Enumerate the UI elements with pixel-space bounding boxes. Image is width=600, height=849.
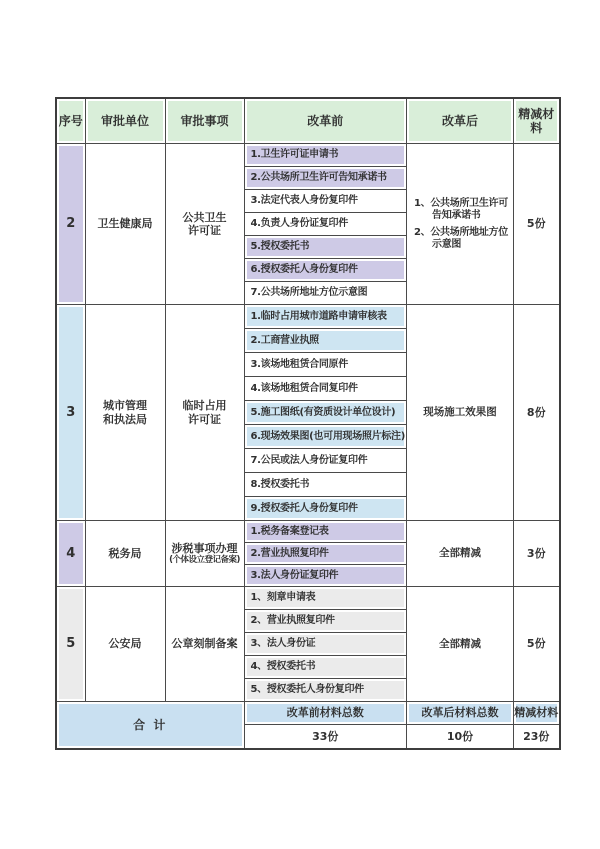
unit-cell	[85, 144, 165, 305]
after-item: 2、公共场所地址方位示意图	[414, 226, 508, 250]
matter-line: 公章刻制备案	[171, 637, 238, 651]
after-item: 1、公共场所卫生许可告知承诺书	[414, 197, 508, 221]
matter-line: 公共卫生	[182, 210, 227, 224]
after-cell	[407, 144, 514, 305]
before-item	[244, 236, 407, 259]
before-item	[244, 167, 407, 190]
matter-line: 许可证	[188, 224, 221, 237]
footer-after-label: 改革后材料总数	[407, 702, 514, 725]
reform-table	[55, 97, 561, 750]
header-matter: 审批事项	[165, 98, 244, 144]
header-before: 改革前	[244, 98, 407, 144]
before-item	[244, 425, 407, 449]
before-item-text: 1.卫生许可证申请书	[250, 149, 339, 160]
seq-cell: 2	[56, 144, 85, 305]
unit-cell	[85, 521, 165, 587]
before-item-text: 8.授权委托书	[250, 478, 310, 490]
before-item-text: 2.营业执照复印件	[250, 547, 329, 559]
before-item	[244, 377, 407, 401]
footer-reduced-label: 精减材料	[514, 702, 560, 725]
header-seq: 序号	[56, 98, 85, 144]
table-row	[56, 305, 560, 329]
matter-line: 涉税事项办理	[171, 541, 238, 555]
matter-subline: (个体设立登记备案)	[169, 555, 240, 565]
header-unit: 审批单位	[85, 98, 165, 144]
before-item	[244, 213, 407, 236]
before-item	[244, 679, 407, 702]
after-cell: 全部精减	[407, 521, 514, 587]
unit-line: 城市管理	[103, 399, 147, 413]
footer-before-value: 33份	[244, 725, 407, 749]
document-page	[55, 97, 561, 750]
before-item	[244, 144, 407, 167]
before-item	[244, 610, 407, 633]
before-item-text: 3、法人身份证	[250, 638, 316, 649]
before-item	[244, 587, 407, 610]
after-cell: 现场施工效果图	[407, 305, 514, 521]
footer-after-value: 10份	[407, 725, 514, 749]
before-item-text: 1、刻章申请表	[250, 592, 316, 603]
matter-cell	[165, 305, 244, 521]
before-item-text: 1.税务备案登记表	[250, 525, 329, 537]
reduced-cell: 5份	[514, 587, 560, 702]
seq-cell: 3	[56, 305, 85, 521]
before-item	[244, 401, 407, 425]
unit-cell	[85, 587, 165, 702]
reduced-cell: 8份	[514, 305, 560, 521]
before-item-text: 2、营业执照复印件	[250, 615, 335, 626]
unit-line: 卫生健康局	[97, 217, 153, 231]
before-item-text: 4.该场地租赁合同复印件	[250, 382, 358, 394]
before-item-text: 6.授权委托人身份复印件	[250, 264, 358, 275]
before-item	[244, 449, 407, 473]
unit-cell	[85, 305, 165, 521]
unit-line: 和执法局	[103, 412, 147, 426]
before-item	[244, 305, 407, 329]
reduced-cell: 5份	[514, 144, 560, 305]
before-item	[244, 656, 407, 679]
before-item-text: 7.公共场所地址方位示意图	[250, 287, 368, 298]
before-item-text: 7.公民或法人身份证复印件	[250, 454, 368, 466]
before-item	[244, 473, 407, 497]
before-item-text: 2.工商营业执照	[250, 334, 319, 346]
header-after: 改革后	[407, 98, 514, 144]
before-item-text: 6.现场效果图(也可用现场照片标注)	[250, 430, 405, 442]
before-item-text: 5、授权委托人身份复印件	[250, 684, 364, 695]
unit-line: 税务局	[108, 546, 142, 560]
footer-label-row	[56, 702, 560, 725]
table-row	[56, 587, 560, 610]
after-cell: 全部精减	[407, 587, 514, 702]
unit-line: 公安局	[108, 637, 142, 651]
before-item-text: 1.临时占用城市道路申请审核表	[250, 310, 387, 322]
reduced-cell: 3份	[514, 521, 560, 587]
before-item	[244, 190, 407, 213]
footer-before-label: 改革前材料总数	[244, 702, 407, 725]
before-item	[244, 329, 407, 353]
before-item	[244, 521, 407, 543]
before-item-text: 4、授权委托书	[250, 661, 316, 672]
seq-cell: 4	[56, 521, 85, 587]
before-item-text: 5.施工图纸(有资质设计单位设计)	[250, 406, 396, 418]
before-item-text: 3.法人身份证复印件	[250, 569, 339, 581]
header-reduced: 精减材料	[514, 98, 560, 144]
matter-line: 临时占用	[182, 399, 227, 413]
matter-cell	[165, 521, 244, 587]
before-item	[244, 282, 407, 305]
before-item	[244, 633, 407, 656]
before-item	[244, 497, 407, 521]
before-item-text: 4.负责人身份证复印件	[250, 218, 348, 229]
matter-cell	[165, 144, 244, 305]
seq-cell: 5	[56, 587, 85, 702]
before-item-text: 5.授权委托书	[250, 241, 310, 252]
table-row	[56, 521, 560, 543]
before-item-text: 3.法定代表人身份复印件	[250, 195, 358, 206]
table-row	[56, 144, 560, 167]
footer-reduced-value: 23份	[514, 725, 560, 749]
before-item-text: 9.授权委托人身份复印件	[250, 502, 358, 514]
before-item-text: 2.公共场所卫生许可告知承诺书	[250, 172, 387, 183]
after-list	[407, 191, 513, 258]
before-item	[244, 565, 407, 587]
before-item	[244, 543, 407, 565]
table-header-row	[56, 98, 560, 144]
before-item	[244, 259, 407, 282]
before-item	[244, 353, 407, 377]
before-item-text: 3.该场地租赁合同原件	[250, 358, 348, 370]
matter-cell	[165, 587, 244, 702]
matter-line: 许可证	[188, 412, 221, 426]
total-label-cell: 合 计	[56, 702, 244, 749]
